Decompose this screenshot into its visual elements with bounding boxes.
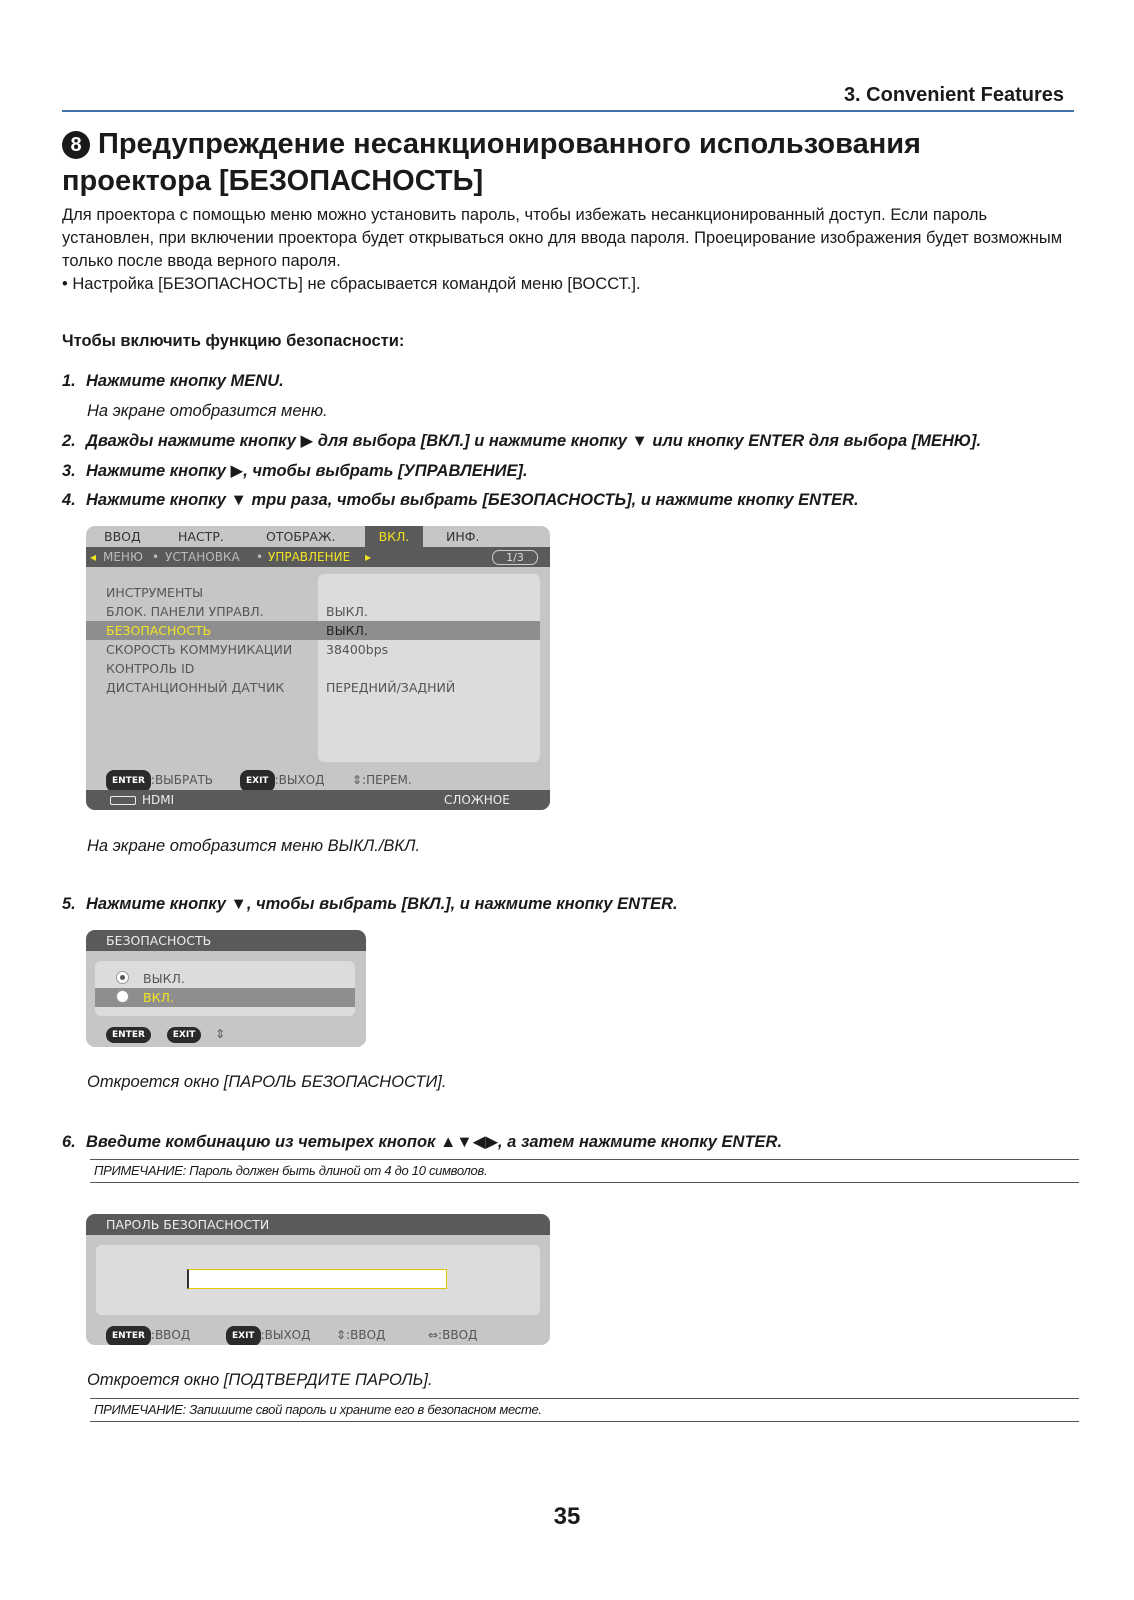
- move-hint: ⇕:ПЕРЕМ.: [352, 773, 412, 787]
- page-number: 35: [553, 1503, 581, 1530]
- section-header: 3. Convenient Features: [843, 84, 1064, 106]
- osd-footer: [86, 770, 550, 790]
- dialog-footer: [86, 1326, 550, 1344]
- dialog-title: БЕЗОПАСНОСТЬ: [86, 930, 366, 951]
- step-4: [62, 491, 859, 510]
- tab-info[interactable]: ИНФ.: [446, 529, 480, 544]
- intro-paragraph: Для проектора с помощью меню можно установить пароль, чтобы избежать несанкционированный доступ. Если пароль установлен, при включении проектора будет открываться окно для ввода пароля. Проецирование изображения будет возможным только после ввода верного пароля.: [62, 206, 1063, 270]
- option-on-label: ВКЛ.: [143, 990, 174, 1005]
- step-3: [62, 461, 528, 481]
- exit-key-icon: EXIT: [167, 1027, 202, 1043]
- input-source: HDMI: [142, 793, 175, 807]
- enter-hint: :ВВОД: [150, 1328, 191, 1342]
- step-text: Нажмите кнопку ▼ три раза, чтобы выбрать [БЕЗОПАСНОСТЬ], и нажмите кнопку ENTER.: [86, 491, 859, 509]
- radio-selected-icon: [116, 971, 129, 984]
- step-number: 3.: [62, 462, 76, 480]
- enter-key-icon: ENTER: [106, 770, 151, 792]
- enter-hint: :ВЫБРАТЬ: [150, 773, 214, 787]
- value-security: ВЫКЛ.: [326, 623, 368, 638]
- note-password-length: ПРИМЕЧАНИЕ: Пароль должен быть длиной от 4 до 10 символов.: [90, 1159, 1079, 1183]
- step-5-result: Откроется окно [ПАРОЛЬ БЕЗОПАСНОСТИ].: [87, 1073, 447, 1091]
- leftright-hint: ⇔:ВВОД: [428, 1328, 478, 1342]
- menu-item-security[interactable]: БЕЗОПАСНОСТЬ: [106, 623, 212, 638]
- step-number: 2.: [62, 432, 76, 450]
- exit-hint: :ВЫХОД: [274, 773, 325, 787]
- value-panel-lock: ВЫКЛ.: [326, 604, 368, 619]
- value-remote-sensor: ПЕРЕДНИЙ/ЗАДНИЙ: [326, 680, 456, 695]
- breadcrumb-menu: МЕНЮ: [103, 550, 143, 564]
- exit-key-icon: EXIT: [240, 770, 275, 792]
- osd-menu-screen: [86, 526, 550, 810]
- step-6-result: Откроется окно [ПОДТВЕРДИТЕ ПАРОЛЬ].: [87, 1371, 433, 1389]
- note-keep-password: ПРИМЕЧАНИЕ: Запишите свой пароль и храните его в безопасном месте.: [90, 1398, 1079, 1422]
- menu-item-comm-speed[interactable]: СКОРОСТЬ КОММУНИКАЦИИ: [106, 642, 293, 657]
- breadcrumb: [86, 547, 550, 567]
- menu-item-remote-sensor[interactable]: ДИСТАНЦИОННЫЙ ДАТЧИК: [106, 680, 285, 695]
- step-1: [62, 372, 284, 391]
- value-comm-speed: 38400bps: [326, 642, 389, 657]
- intro: [62, 204, 1076, 296]
- hdmi-icon: [110, 796, 136, 805]
- breadcrumb-prev-icon: ◂: [90, 550, 97, 564]
- updown-hint: ⇕:ВВОД: [336, 1328, 386, 1342]
- step-6: [62, 1132, 782, 1152]
- step-number: 4.: [62, 491, 76, 509]
- menu-item-tools[interactable]: ИНСТРУМЕНТЫ: [106, 585, 204, 600]
- intro-bullet: • Настройка [БЕЗОПАСНОСТЬ] не сбрасывается командой меню [ВОССТ.].: [62, 275, 641, 293]
- menu-mode: СЛОЖНОЕ: [444, 793, 510, 807]
- option-on[interactable]: [116, 988, 174, 1007]
- menu-item-control-id[interactable]: КОНТРОЛЬ ID: [106, 661, 195, 676]
- step-text: Дважды нажмите кнопку ▶ для выбора [ВКЛ.] и нажмите кнопку ▼ или кнопку ENTER для выбора [МЕНЮ].: [86, 432, 982, 450]
- section-number-badge: 8: [62, 131, 90, 159]
- status-bar: [86, 790, 550, 810]
- menu-item-panel-lock[interactable]: БЛОК. ПАНЕЛИ УПРАВЛ.: [106, 604, 264, 619]
- step-number: 1.: [62, 372, 76, 390]
- step-text: Нажмите кнопку ▶, чтобы выбрать [УПРАВЛЕНИЕ].: [86, 462, 528, 480]
- step-1-result: На экране отобразится меню.: [87, 402, 328, 420]
- enter-key-icon: ENTER: [106, 1326, 151, 1345]
- exit-hint: :ВЫХОД: [260, 1328, 311, 1342]
- radio-empty-icon: [116, 990, 129, 1003]
- breadcrumb-dot: •: [152, 550, 160, 564]
- step-2: [62, 431, 981, 451]
- step-number: 5.: [62, 895, 76, 913]
- step-text: Нажмите кнопку MENU.: [86, 372, 284, 390]
- step-4-result: На экране отобразится меню ВЫКЛ./ВКЛ.: [87, 837, 421, 855]
- breadcrumb-control: УПРАВЛЕНИЕ: [268, 550, 351, 564]
- dialog-title: ПАРОЛЬ БЕЗОПАСНОСТИ: [86, 1214, 550, 1235]
- header-rule: [62, 110, 1074, 112]
- option-off[interactable]: [116, 969, 185, 988]
- step-number: 6.: [62, 1133, 76, 1151]
- breadcrumb-setup: УСТАНОВКА: [165, 550, 240, 564]
- step-text: Введите комбинацию из четырех кнопок ▲▼◀▶, а затем нажмите кнопку ENTER.: [86, 1133, 783, 1151]
- osd-password-dialog: [86, 1214, 550, 1345]
- exit-key-icon: EXIT: [226, 1326, 261, 1345]
- password-input[interactable]: [187, 1269, 447, 1289]
- move-icon: ⇕: [215, 1027, 226, 1041]
- page-title: [62, 126, 1074, 200]
- tab-setup[interactable]: НАСТР.: [178, 529, 224, 544]
- page-indicator: 1/3: [492, 550, 538, 565]
- subhead: Чтобы включить функцию безопасности:: [62, 332, 405, 350]
- tab-input[interactable]: ВВОД: [104, 529, 141, 544]
- tab-on[interactable]: ВКЛ.: [365, 526, 423, 548]
- breadcrumb-dot: •: [256, 550, 264, 564]
- tab-display[interactable]: ОТОБРАЖ.: [266, 529, 336, 544]
- enter-key-icon: ENTER: [106, 1027, 151, 1043]
- page-title-text: Предупреждение несанкционированного использования проектора [БЕЗОПАСНОСТЬ]: [62, 128, 921, 197]
- option-off-label: ВЫКЛ.: [143, 971, 185, 986]
- dialog-footer: [106, 1027, 225, 1043]
- breadcrumb-next-icon: ▸: [365, 550, 372, 564]
- step-5: [62, 895, 678, 914]
- osd-security-dialog: [86, 930, 366, 1047]
- step-text: Нажмите кнопку ▼, чтобы выбрать [ВКЛ.], и нажмите кнопку ENTER.: [86, 895, 678, 913]
